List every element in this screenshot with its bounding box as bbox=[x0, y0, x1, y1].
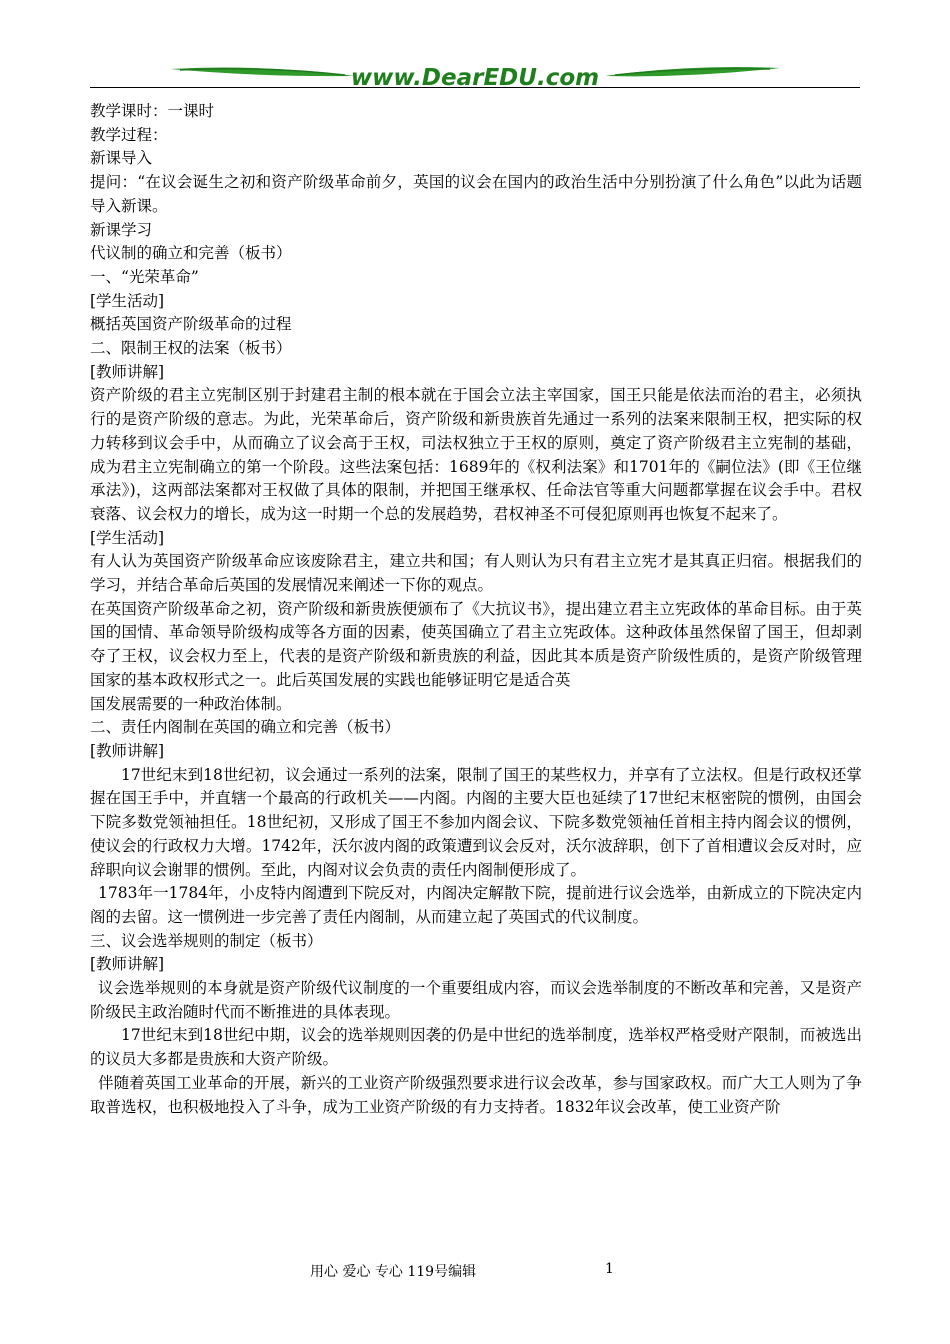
student-activity-label: [学生活动] bbox=[90, 291, 165, 310]
teacher-lecture-label: [教师讲解] bbox=[90, 741, 165, 760]
section-heading: 二、责任内阁制在英国的确立和完善（板书） bbox=[90, 718, 401, 737]
student-activity-label: [学生活动] bbox=[90, 528, 165, 547]
body-paragraph-end: 国发展需要的一种政治体制。 bbox=[90, 694, 292, 713]
intro-heading: 新课导入 bbox=[90, 149, 153, 168]
teacher-lecture-label: [教师讲解] bbox=[90, 955, 165, 974]
teacher-lecture-label: [教师讲解] bbox=[90, 362, 165, 381]
body-paragraph: 资产阶级的君主立宪制区别于封建君主制的根本就在于国会立法主宰国家，国王只能是依法而治的君主，必须执行的是资产阶级的意志。为此，光荣革命后，资产阶级和新贵族首先通过一系列的法案来限制王权，把实际的权力转移到议会手中，从而确立了议会高于王权，司法权独立于王权的原则，奠定了资产阶级君主立宪制的基础，成为君主立宪制确立的第一个阶段。这些法案包括：1689年的《权利法案》和1701年的《嗣位法》(即《王位继承法》)，这两部法案都对王权做了具体的限制，并把国王继承权、任命法官等重大问题都掌握在议会手中。君权衰落、议会权力的增长，成为这一时期一个总的发展趋势，君权神圣不可侵犯原则再也恢复不起来了。 bbox=[90, 386, 862, 523]
document-body bbox=[90, 100, 862, 1119]
body-paragraph: 1783年一1784年，小皮特内阁遭到下院反对，内阁决定解散下院，提前进行议会选举，由新成立的下院决定内阁的去留。这一惯例进一步完善了责任内阁制，从而建立起了英国式的代议制度。 bbox=[90, 884, 862, 926]
lesson-process-heading: 教学过程： bbox=[90, 125, 168, 144]
body-paragraph: 议会选举规则的本身就是资产阶级代议制度的一个重要组成内容，而议会选举制度的不断改革和完善，又是资产阶级民主政治随时代而不断推进的具体表现。 bbox=[90, 979, 862, 1021]
body-paragraph: 在英国资产阶级革命之初，资产阶级和新贵族便颁布了《大抗议书》，提出建立君主立宪政体的革命目标。由于英国的国情、革命领导阶级构成等各方面的因素，使英国确立了君主立宪政体。这种政体虽然保留了国王，但却剥夺了王权，议会权力至上，代表的是资产阶级和新贵族的利益，因此其本质是资产阶级性质的，是资产阶级管理国家的基本政权形式之一。此后英国发展的实践也能够证明它是适合英 bbox=[90, 599, 862, 689]
logo-text: www.DearEDU.com bbox=[350, 65, 600, 91]
header-logo bbox=[90, 54, 860, 94]
new-lesson-heading: 新课学习 bbox=[90, 220, 153, 239]
footer-text: 用心 爱心 专心 119号编辑 bbox=[310, 1264, 477, 1280]
intro-question: 提问：“在议会诞生之初和资产阶级革命前夕，英国的议会在国内的政治生活中分别扮演了什么角色”以此为话题导入新课。 bbox=[90, 173, 862, 215]
logo-swoosh-icon bbox=[90, 54, 860, 94]
body-paragraph: 伴随着英国工业革命的开展，新兴的工业资产阶级强烈要求进行议会改革，参与国家政权。而广大工人则为了争取普选权，也积极地投入了斗争，成为工业资产阶级的有力支持者。1832年议会改革，使工业资产阶 bbox=[90, 1073, 862, 1116]
section-heading: 一、“光荣革命” bbox=[90, 267, 199, 286]
section-heading: 二、限制王权的法案（板书） bbox=[90, 339, 292, 358]
body-paragraph: 17世纪末到18世纪初，议会通过一系列的法案，限制了国王的某些权力，并享有了立法权。但是行政权还掌握在国王手中，并直辖一个最高的行政机关——内阁。内阁的主要大臣也延续了17世纪末枢密院的惯例，由国会下院多数党领袖担任。18世纪初，又形成了国王不参加内阁会议、下院多数党领袖任首相主持内阁会议的惯例，使议会的行政权力大增。1742年，沃尔波内阁的政策遭到议会反对，沃尔波辞职，创下了首相遭议会反对时，应辞职向议会谢罪的惯例。至此，内阁对议会负责的责任内阁制便形成了。 bbox=[90, 765, 862, 879]
page-number: 1 bbox=[605, 1261, 614, 1277]
lesson-title: 代议制的确立和完善（板书） bbox=[90, 244, 292, 263]
header-rule bbox=[90, 87, 860, 88]
activity-text: 概括英国资产阶级革命的过程 bbox=[90, 315, 292, 334]
lesson-time: 教学课时：一课时 bbox=[90, 102, 215, 120]
body-paragraph: 有人认为英国资产阶级革命应该废除君主，建立共和国；有人则认为只有君主立宪才是其真正归宿。根据我们的学习，并结合革命后英国的发展情况来阐述一下你的观点。 bbox=[90, 552, 862, 595]
body-paragraph: 17世纪末到18世纪中期，议会的选举规则因袭的仍是中世纪的选举制度，选举权严格受财产限制，而被选出的议员大多都是贵族和大资产阶级。 bbox=[90, 1026, 862, 1069]
section-heading: 三、议会选举规则的制定（板书） bbox=[90, 931, 323, 950]
